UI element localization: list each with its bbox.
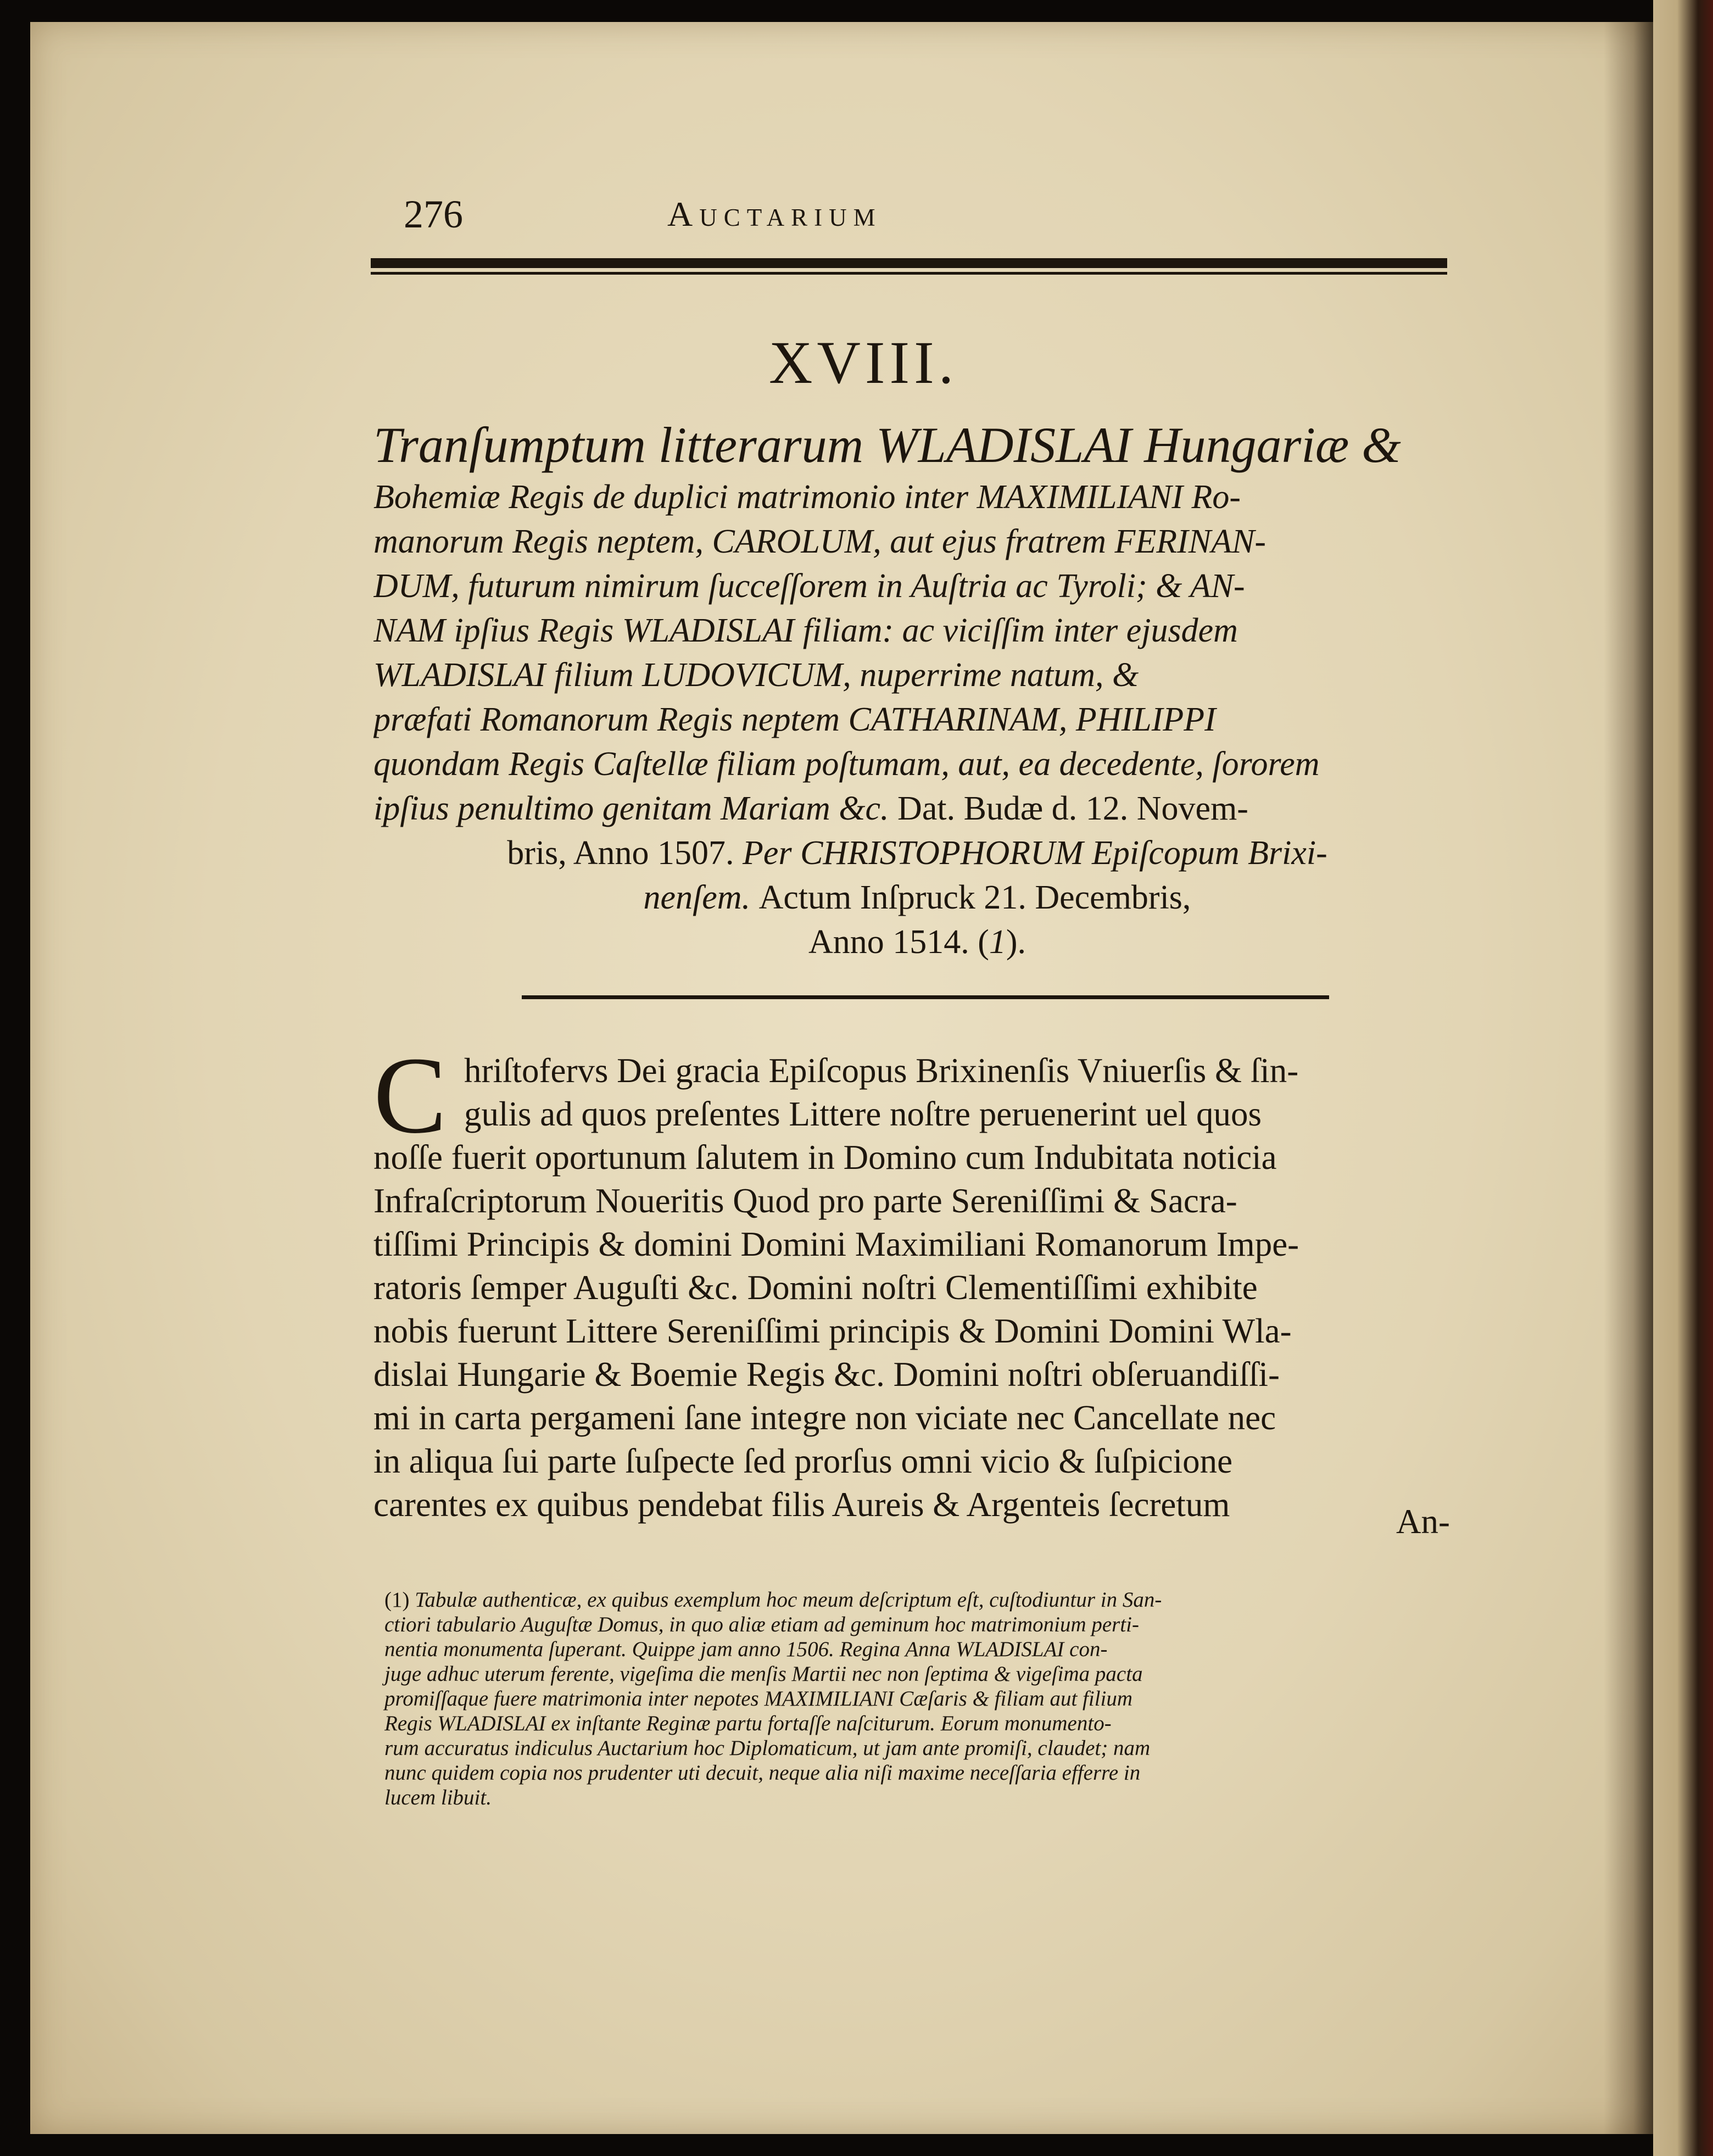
heading-line-italic: ipſius penultimo genitam Mariam &c. [373,790,889,827]
footnote-line [384,1587,1461,1612]
body-line: noſſe fuerit oportunum ſalutem in Domino cum Indubitata noticia [373,1138,1277,1177]
adjacent-page-edge [1653,0,1713,2156]
heading-line-italic: Per CHRISTOPHORUM Epiſcopum Brixi- [743,834,1327,872]
heading-line: Tranſumptum litterarum WLADISLAI Hungariæ & [373,417,1401,473]
document-heading [373,415,1461,965]
heading-line [373,831,1461,876]
section-divider-rule [522,995,1329,999]
heading-line: præfati Romanorum Regis neptem CATHARINAM, PHILIPPI [373,701,1216,738]
heading-line: WLADISLAI filium LUDOVICUM, nuperrime natum, & [373,656,1139,694]
drop-capital: C [373,1035,447,1156]
body-line: hriſtofervs Dei gracia Epiſcopus Brixinenſis Vniuerſis & ſin- [464,1051,1299,1090]
footnote-line: lucem libuit. [384,1786,492,1809]
body-line: nobis fuerunt Littere Sereniſſimi principis & Domini Domini Wla- [373,1312,1292,1350]
footnote-line: rum accuratus indiculus Auctarium hoc Diplomaticum, ut jam ante promiſi, claudet; nam [384,1736,1151,1760]
running-head: Auctarium [667,194,882,233]
footnote-marker: (1) [384,1588,410,1612]
heading-line [373,876,1461,920]
footnote-reference: 1 [989,923,1006,961]
heading-line-upright: Anno 1514. ( [808,923,989,961]
heading-line: DUM, futurum nimirum ſucceſſorem in Auſtria ac Tyroli; & AN- [373,567,1245,605]
heading-line: manorum Regis neptem, CAROLUM, aut ejus fratrem FERINAN- [373,523,1266,560]
page-gutter-shadow [1604,22,1653,2134]
header-rule-thick [371,258,1447,268]
heading-line [373,920,1461,965]
page-header [404,187,1447,253]
footnote-line: juge adhuc uterum ferente, vigeſima die menſis Martii nec non ſeptima & vigeſima pacta [384,1662,1143,1686]
footnote-line: promiſſaque fuere matrimonia inter nepotes MAXIMILIANI Cæſaris & filiam aut filium [384,1687,1133,1711]
body-line: gulis ad quos preſentes Littere noſtre peruenerint uel quos [464,1095,1262,1133]
section-number: XVIII. [769,329,958,396]
heading-line [373,787,1461,831]
header-rule-thin [371,272,1447,275]
heading-line-italic: nenſem. [643,879,751,916]
document-body [373,1049,1461,1527]
body-line: ratoris ſemper Auguſti &c. Domini noſtri Clementiſſimi exhibite [373,1268,1258,1307]
body-line: mi in carta pergameni ſane integre non viciate nec Cancellate nec [373,1399,1276,1437]
heading-line-upright: Dat. Budæ d. 12. Novem- [897,790,1248,827]
footnote [384,1587,1461,1810]
footnote-line: nentia monumenta ſuperant. Quippe jam anno 1506. Regina Anna WLADISLAI con- [384,1637,1108,1661]
body-line: carentes ex quibus pendebat filis Aureis & Argenteis ſecretum [373,1485,1230,1524]
heading-line-upright: ). [1006,923,1026,961]
body-line: dislai Hungarie & Boemie Regis &c. Domini noſtri obſeruandiſſi- [373,1355,1280,1394]
heading-line: Bohemiæ Regis de duplici matrimonio inter MAXIMILIANI Ro- [373,478,1241,516]
heading-line: quondam Regis Caſtellæ filiam poſtumam, aut, ea decedente, ſororem [373,745,1320,783]
catchword: An- [1396,1502,1450,1541]
heading-line-upright: bris, Anno 1507. [507,834,734,872]
heading-line-upright: Actum Inſpruck 21. Decembris, [758,879,1191,916]
body-line: Infraſcriptorum Noueritis Quod pro parte Sereniſſimi & Sacra- [373,1182,1237,1220]
page-number: 276 [404,192,463,236]
footnote-line: Regis WLADISLAI ex inſtante Reginæ partu fortaſſe naſciturum. Eorum monumento- [384,1712,1112,1735]
heading-line: NAM ipſius Regis WLADISLAI filiam: ac viciſſim inter ejusdem [373,612,1238,649]
footnote-line: ctiori tabulario Auguſtæ Domus, in quo aliæ etiam ad geminum hoc matrimonium perti- [384,1613,1140,1636]
body-line: in aliqua ſui parte ſuſpecte ſed prorſus omni vicio & ſuſpicione [373,1442,1233,1480]
footnote-text: Tabulæ authenticæ, ex quibus exemplum hoc meum deſcriptum eſt, cuſtodiuntur in San- [415,1588,1162,1612]
body-line: tiſſimi Principis & domini Domini Maximiliani Romanorum Impe- [373,1225,1299,1263]
footnote-line: nunc quidem copia nos prudenter uti decuit, neque alia niſi maxime neceſſaria efferre in [384,1761,1141,1785]
